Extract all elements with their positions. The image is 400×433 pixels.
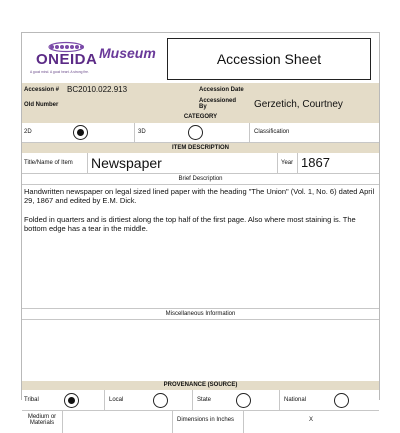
dimensions-separator: X [309, 417, 314, 423]
sheet-title: Accession Sheet [167, 38, 371, 80]
oneida-logo [30, 36, 102, 80]
accession-value[interactable]: BC2010.022.913 [67, 85, 128, 94]
year-value[interactable]: 1867 [301, 155, 330, 170]
materials-row [22, 411, 379, 433]
title-value[interactable]: Newspaper [91, 155, 162, 171]
accession-sheet [21, 32, 380, 426]
accession-date-label: Accession Date [199, 87, 244, 93]
provenance-tribal-radio[interactable] [64, 393, 79, 408]
accessioned-by-label: Accessioned By [199, 98, 237, 110]
misc-info-area[interactable] [22, 319, 379, 381]
option-3d-label: 3D [138, 129, 146, 135]
provenance-state-label: State [197, 397, 212, 403]
dimensions-label: Dimensions in Inches [177, 417, 235, 423]
option-2d-label: 2D [24, 129, 32, 135]
accession-label: Accession # [24, 87, 60, 93]
provenance-row [22, 390, 379, 411]
brief-description-p1: Handwritten newspaper on legal sized lined paper with the heading "The Union" (Vol. 1, No. 6) dated April 29, 1867 and edited by E.M. Dick. [24, 187, 375, 205]
provenance-heading: PROVENANCE (SOURCE) [22, 381, 379, 390]
sheet-header [22, 33, 379, 83]
category-heading: CATEGORY [22, 112, 379, 123]
brief-description-label: Brief Description [22, 174, 379, 185]
provenance-tribal-label: Tribal [24, 397, 39, 403]
title-label: Title/Name of Item [24, 160, 73, 166]
provenance-national-radio[interactable] [334, 393, 349, 408]
accessioned-by-value[interactable]: Gerzetich, Courtney [254, 99, 343, 110]
logo-tagline: A good mind. A good heart. A strong fire. [30, 70, 89, 74]
accession-row [22, 83, 379, 97]
medium-label: Medium or Materials [27, 414, 57, 426]
classification-label: Classification [254, 129, 290, 135]
title-row [22, 153, 379, 174]
item-description-heading: ITEM DESCRIPTION [22, 143, 379, 153]
provenance-local-radio[interactable] [153, 393, 168, 408]
option-2d-radio[interactable] [73, 125, 88, 140]
provenance-national-label: National [284, 397, 307, 403]
brief-description-area[interactable] [22, 185, 379, 308]
logo-text: ONEIDA [36, 51, 98, 68]
category-row [22, 123, 379, 143]
old-number-row [22, 97, 379, 112]
year-label: Year [281, 160, 294, 166]
option-3d-radio[interactable] [188, 125, 203, 140]
provenance-state-radio[interactable] [236, 393, 251, 408]
old-number-label: Old Number [24, 102, 59, 108]
provenance-local-label: Local [109, 397, 124, 403]
brief-description-p2: Folded in quarters and is dirtiest along the top half of the first page. Also where most staining is. The bottom edge has a tear in the middle. [24, 215, 356, 233]
misc-info-label: Miscellaneous Information [22, 308, 379, 320]
museum-label: Museum [99, 45, 156, 61]
